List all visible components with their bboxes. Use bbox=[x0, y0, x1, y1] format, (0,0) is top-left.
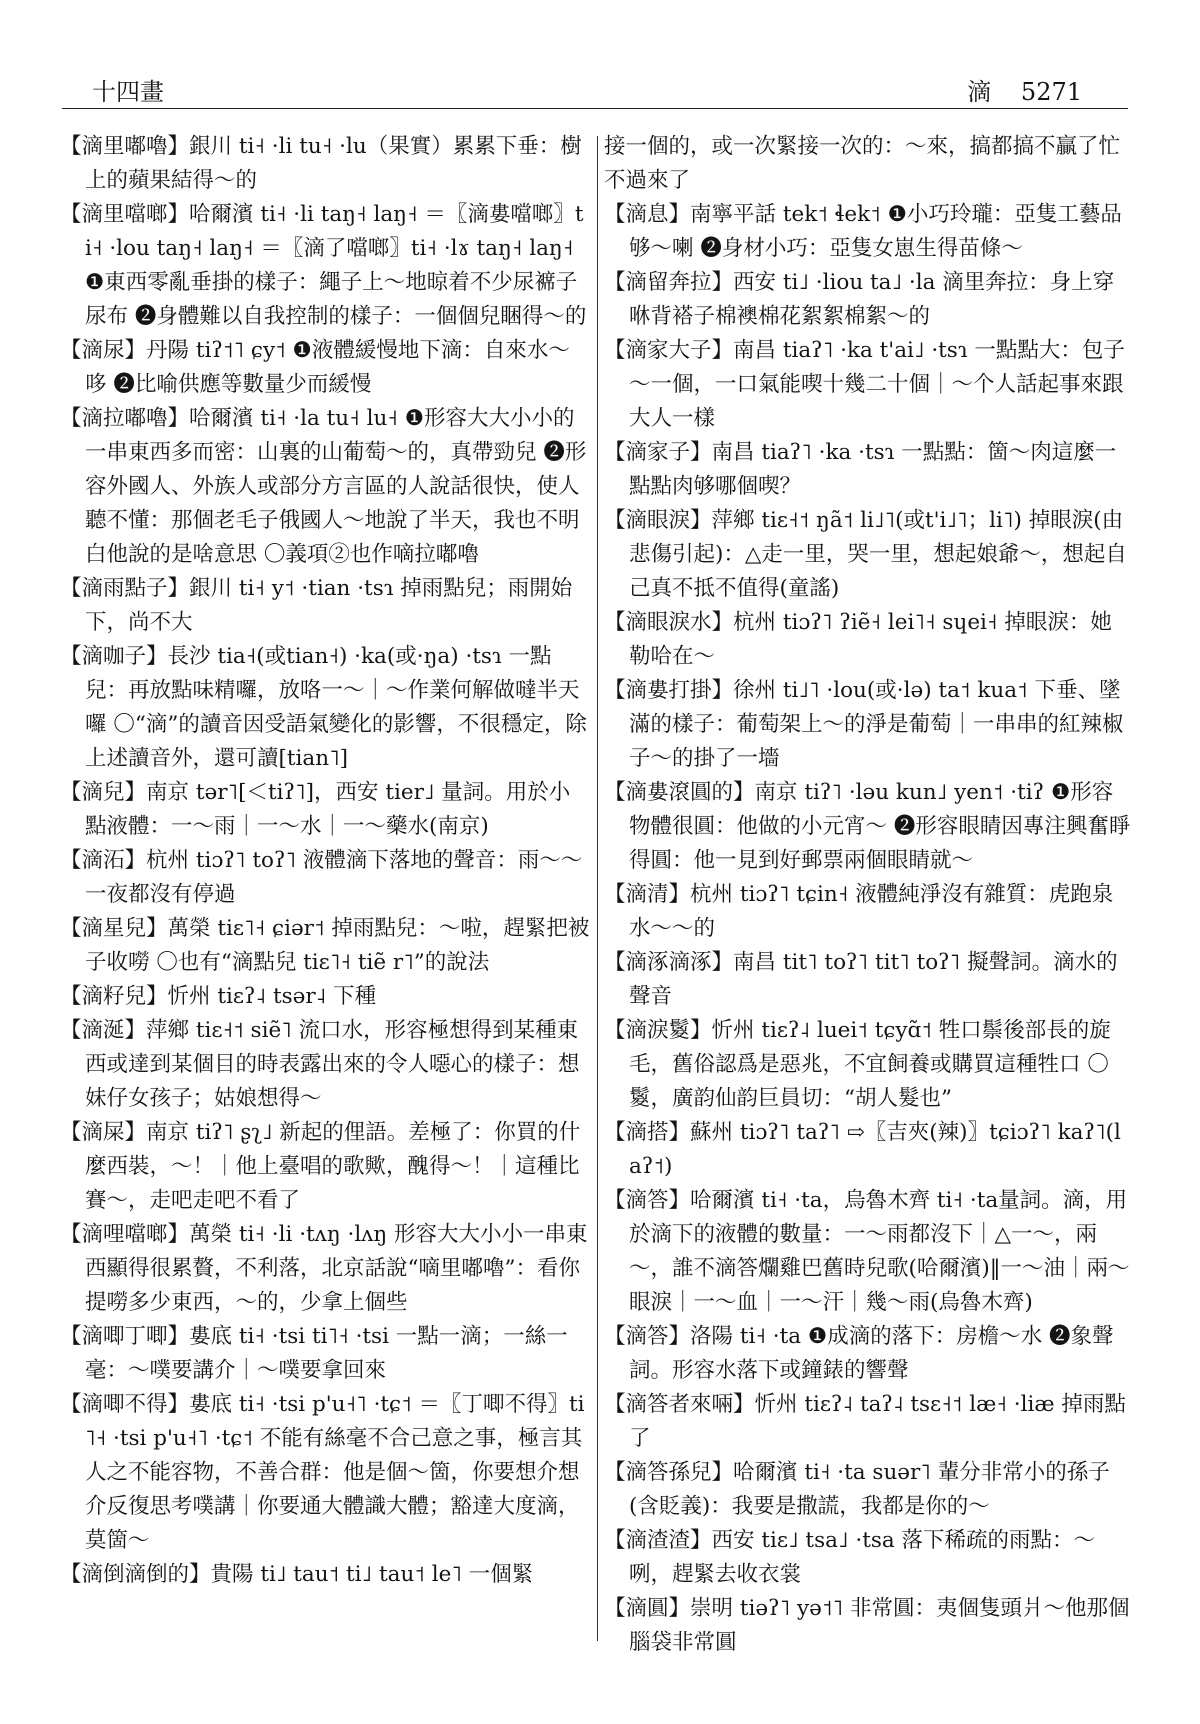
dictionary-entry: 【滴雨點子】銀川 ti˧ y˦ ·tian ·tsɿ 掉雨點兒；雨開始下，尚不大 bbox=[60, 576, 573, 635]
dictionary-entry: 【滴家子】南昌 tiaʔ˥ ·ka ·tsɿ 一點點：箇～肉這麼一點點肉够哪個喫？ bbox=[604, 440, 1117, 499]
dictionary-entry: 【滴搭】蘇州 tiɔʔ˥ taʔ˥ ⇨〖吉夾(辣)〗tɕiɔʔ˥ kaʔ˥(laʔ˦) bbox=[604, 1120, 1121, 1179]
header-character: 滴 bbox=[967, 78, 992, 106]
dictionary-entry: 【滴答者來啢】忻州 tiɛʔ˨ taʔ˨ tsɛ˧˦ læ˧ ·liæ 掉雨點了 bbox=[604, 1392, 1126, 1451]
dictionary-entry: 【滴答孫兒】哈爾濱 ti˧ ·ta suər˥ 輩分非常小的孫子(含貶義)：我要是撒謊，我都是你的～ bbox=[604, 1460, 1110, 1519]
dictionary-entry: 【滴息】南寧平話 tek˦ ɬek˦ ❶小巧玲瓏：亞隻工藝品够～喇 ❷身材小巧：亞隻女崽生得苗條～ bbox=[604, 202, 1122, 261]
dictionary-entry: 【滴涿滴涿】南昌 tit˥ toʔ˥ tit˥ toʔ˥ 擬聲詞。滴水的聲音 bbox=[604, 950, 1118, 1009]
left-column bbox=[60, 130, 590, 1592]
dictionary-entry: 【滴眼淚水】杭州 tiɔʔ˥ ʔiẽ˧ lei˥˧ sɥei˧ 掉眼淚：她勒哈在～ bbox=[604, 610, 1112, 669]
dictionary-entry: 【滴里嘟嚕】銀川 ti˧ ·li tu˧ ·lu（果實）累累下垂：樹上的蘋果結得～的 bbox=[60, 134, 582, 193]
dictionary-entry: 【滴籽兒】忻州 tiɛʔ˨ tsər˨ 下種 bbox=[60, 984, 377, 1009]
section-title: 十四畫 bbox=[92, 78, 164, 106]
dictionary-entry: 【滴屎】南京 tiʔ˥ ʂʅ˩ 新起的俚語。差極了：你買的什麼西裝，～！｜他上臺唱的歌歟，醜得～！｜這種比賽～，走吧走吧不看了 bbox=[60, 1120, 581, 1213]
column-divider bbox=[597, 136, 598, 1641]
page-number: 5271 bbox=[1020, 78, 1082, 106]
dictionary-entry: 【滴兒】南京 tər˥[＜tiʔ˥]，西安 tier˩ 量詞。用於小點液體：一～雨｜一～水｜一～藥水(南京) bbox=[60, 780, 571, 839]
dictionary-entry: 【滴圓】崇明 tiəʔ˥ yə˦˥ 非常圓：夷個隻頭爿～他那個腦袋非常圓 bbox=[604, 1596, 1130, 1655]
dictionary-entry: 【滴淚鬉】忻州 tiɛʔ˨ luei˦ tɕyɑ̃˦ 牲口鬃後部長的旋毛，舊俗認爲是惡兆，不宜飼養或購買這種牲口 〇鬉，廣韵仙韵巨員切：“胡人髮也” bbox=[604, 1018, 1111, 1111]
page-header-right bbox=[967, 72, 1082, 107]
dictionary-entry: 【滴渣渣】西安 tiɛ˩ tsa˩ ·tsa 落下稀疏的雨點：～咧，趕緊去收衣裳 bbox=[604, 1528, 1096, 1587]
dictionary-entry: 【滴婁打掛】徐州 ti˩˥ ·lou(或·lə) ta˦ kua˦ 下垂、墜滿的樣子：葡萄架上～的淨是葡萄｜一串串的紅辣椒子～的掛了一墻 bbox=[604, 678, 1124, 771]
dictionary-entry: 【滴咖子】長沙 tia˧(或tian˧) ·ka(或·ŋa) ·tsɿ 一點兒：再放點味精囉，放咯一～｜～作業何解做噠半天囉 〇“滴”的讀音因受語氣變化的影響，不很穩定，除上述讀音外，還可讀[tian˥] bbox=[60, 644, 587, 771]
header-rule bbox=[62, 108, 1128, 109]
dictionary-entry: 【滴婁滾圓的】南京 tiʔ˥ ·ləu kun˩ yen˦ ·tiʔ ❶形容物體很圓：他做的小元宵～ ❷形容眼睛因專注興奮睜得圓：他一見到好郵票兩個眼睛就～ bbox=[604, 780, 1131, 873]
dictionary-entry: 【滴清】杭州 tiɔʔ˥ tɕin˧ 液體純淨沒有雜質：虎跑泉水～～的 bbox=[604, 882, 1114, 941]
dictionary-entry: 【滴答】洛陽 ti˧ ·ta ❶成滴的落下：房檐～水 ❷象聲詞。形容水落下或鐘錶的響聲 bbox=[604, 1324, 1114, 1383]
dictionary-entry: 【滴哩噹啷】萬榮 ti˧ ·li ·tʌŋ ·lʌŋ 形容大大小小一串東西顯得很累贅，不利落，北京話說“嘀里嘟嚕”：看你提嘮多少東西，～的，少拿上個些 bbox=[60, 1222, 588, 1315]
dictionary-entry: 【滴尿】丹陽 tiʔ˦˥ ɕy˦ ❶液體緩慢地下滴：自來水～哆 ❷比喻供應等數量少而緩慢 bbox=[60, 338, 570, 397]
dictionary-entry: 【滴星兒】萬榮 tiɛ˥˧ ɕiər˦ 掉雨點兒：～啦，趕緊把被子收嘮 〇也有“滴點兒 tiɛ˥˧ tiẽ r˥”的說法 bbox=[60, 916, 590, 975]
dictionary-entry: 【滴唧不得】婁底 ti˧ ·tsi p'u˧˥ ·tɕ˦ ＝〖丁唧不得〗ti˥˧ ·tsi p'u˧˥ ·tɕ˦ 不能有絲毫不合己意之事，極言其人之不能容物，不善合群：他是個～箇，你要想介想介反復思考噗講｜你要通大體識大體；豁達大度滴，莫箇～ bbox=[60, 1392, 585, 1553]
dictionary-entry: 【滴答】哈爾濱 ti˧ ·ta，烏魯木齊 ti˧ ·ta量詞。滴，用於滴下的液體的數量：一～雨都沒下｜△一～，兩～，誰不滴答爛雞巴舊時兒歌(哈爾濱)‖一～油｜兩～眼淚｜一～血｜一～汗｜幾～雨(烏魯木齊) bbox=[604, 1188, 1130, 1315]
dictionary-entry: 【滴家大子】南昌 tiaʔ˥ ·ka t'ai˩ ·tsɿ 一點點大：包子～一個，一口氣能喫十幾二十個｜～个人話起事來跟大人一樣 bbox=[604, 338, 1125, 431]
dictionary-entry: 【滴唧丁唧】婁底 ti˧ ·tsi ti˥˧ ·tsi 一點一滴；一絲一毫：～噗要講介｜～噗要拿回來 bbox=[60, 1324, 568, 1383]
dictionary-entry: 【滴里噹啷】哈爾濱 ti˧ ·li taŋ˧ laŋ˧ ＝〖滴婁噹啷〗ti˧ ·lou taŋ˧ laŋ˧ ＝〖滴了噹啷〗ti˧ ·lɤ taŋ˧ laŋ˧ ❶東西零亂垂掛的樣子：繩子上～地晾着不少尿褯子尿布 ❷身體難以自我控制的樣子：一個個兒睏得～的 bbox=[60, 202, 587, 329]
dictionary-entry: 【滴涎】萍鄉 tiɛ˧˦ siẽ˥ 流口水，形容極想得到某種東西或達到某個目的時表露出來的令人噁心的樣子：想妹仔女孩子；姑娘想得～ bbox=[60, 1018, 580, 1111]
dictionary-entry: 【滴眼淚】萍鄉 tiɛ˧˦ ŋã˦ li˩˥(或t'i˩˥；li˥) 掉眼淚(由悲傷引起)：△走一里，哭一里，想起娘爺～，想起自己真不抵不值得(童謠) bbox=[604, 508, 1127, 601]
dictionary-entry: 【滴留奔拉】西安 ti˩ ·liou ta˩ ·la 滴里奔拉：身上穿咻背褡子棉襖棉花絮絮棉絮～的 bbox=[604, 270, 1115, 329]
dictionary-entry: 【滴倒滴倒的】貴陽 ti˩ tau˦ ti˩ tau˦ le˥ 一個緊 bbox=[60, 1562, 534, 1587]
dictionary-entry: 【滴拉嘟嚕】哈爾濱 ti˧ ·la tu˧ lu˧ ❶形容大大小小的一串東西多而密：山裏的山葡萄～的，真帶勁兒 ❷形容外國人、外族人或部分方言區的人說話很快，使人聽不懂：那個老毛子俄國人～地說了半天，我也不明白他說的是啥意思 〇義項②也作嘀拉嘟嚕 bbox=[60, 406, 587, 567]
dictionary-entry: 【滴沰】杭州 tiɔʔ˥ toʔ˥ 液體滴下落地的聲音：雨～～一夜都沒有停過 bbox=[60, 848, 583, 907]
right-column bbox=[604, 130, 1132, 1660]
dictionary-entry-continued: 接一個的，或一次緊接一次的：～來，搞都搞不贏了忙不過來了 bbox=[604, 134, 1121, 193]
